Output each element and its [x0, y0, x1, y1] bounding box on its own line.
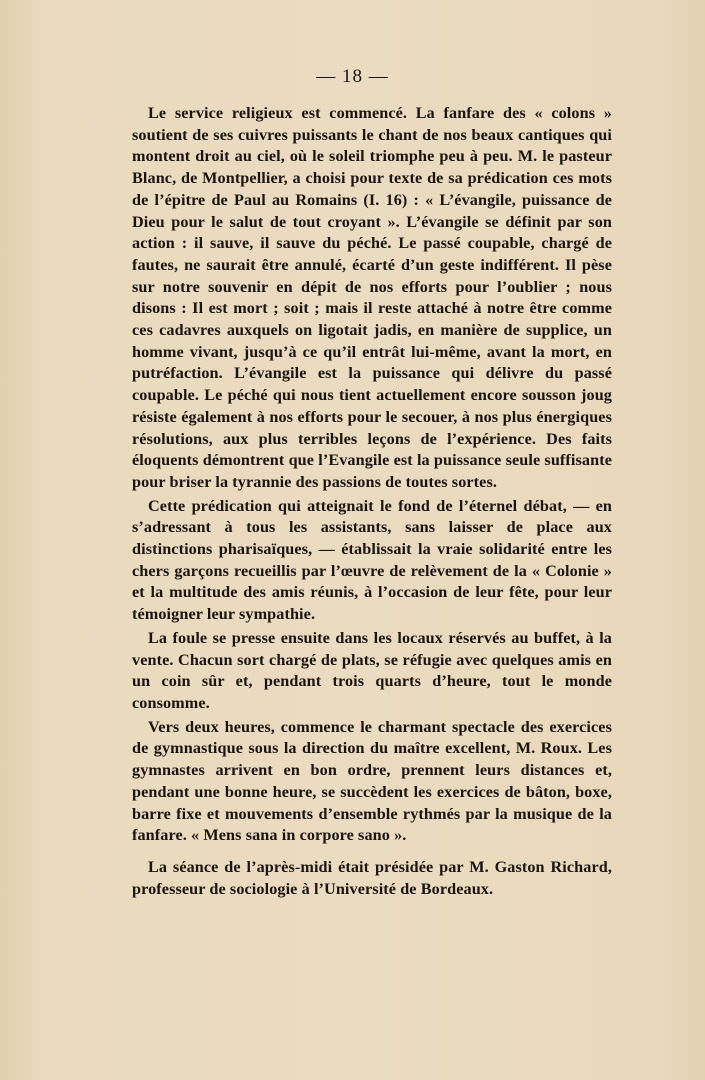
paragraph-predication: Cette prédication qui atteignait le fond de l’éternel débat, — en s’adressant à tous les assistants, sans laisser de place aux distinctions pharisaïques, — établissait la vraie solidarité entre les chers garçons recueillis par l’œuvre de relèvement de la « Colonie » et la multitude des amis réunis, à l’occasion de leur fête, pour leur témoigner leur sympathie.	[132, 496, 612, 624]
body-text	[132, 103, 612, 900]
page-number: — 18 —	[316, 66, 389, 87]
paragraph-buffet: La foule se presse ensuite dans les locaux réservés au buffet, à la vente. Chacun sort chargé de plats, se réfugie avec quelques amis en un coin sûr et, pendant trois quarts d’heure, tout le monde consomme.	[132, 628, 612, 712]
paragraph-gymnastics: Vers deux heures, commence le charmant spectacle des exercices de gymnastique sous la direction du maître excellent, M. Roux. Les gymnastes arrivent en bon ordre, prennent leurs distances et, pendant une bonne heure, se succèdent les exercices de bâton, boxe, barre fixe et mouvements d’ensemble rythmés par la musique de la fanfare. « Mens sana in corpore sano ».	[132, 717, 612, 845]
paragraph-afternoon-session: La séance de l’après-midi était présidée par M. Gaston Richard, professeur de sociologie à l’Université de Bordeaux.	[132, 857, 612, 898]
paragraph-sermon: Le service religieux est commencé. La fanfare des « colons » soutient de ses cuivres puissants le chant de nos beaux cantiques qui montent droit au ciel, où le soleil triomphe peu à peu. M. le pasteur Blanc, de Montpellier, a choisi pour texte de sa prédication ces mots de l’épitre de Paul au Romains (I. 16) : « L’évangile, puissance de Dieu pour le salut de tout croyant ». L’évangile se définit par son action : il sauve, il sauve du péché. Le passé coupable, chargé de fautes, ne saurait être annulé, écarté d’un geste indifférent. Il pèse sur notre souvenir en dépit de nos efforts pour l’oublier ; nous disons : Il est mort ; soit ; mais il reste attaché à notre être comme ces cadavres auxquels on ligotait jadis, en manière de supplice, un homme vivant, jusqu’à ce qu’il entrât lui-même, avant la mort, en putréfaction. L’évangile est la puissance qui délivre du passé coupable. Le péché qui nous tient actuellement encore sousson joug résiste également à nos efforts pour le secouer, à nos plus énergiques résolutions, aux plus terribles leçons de l’expérience. Des faits éloquents démontrent que l’Evangile est la puissance seule suffisante pour briser la tyrannie des passions de toutes sortes.	[132, 104, 612, 491]
